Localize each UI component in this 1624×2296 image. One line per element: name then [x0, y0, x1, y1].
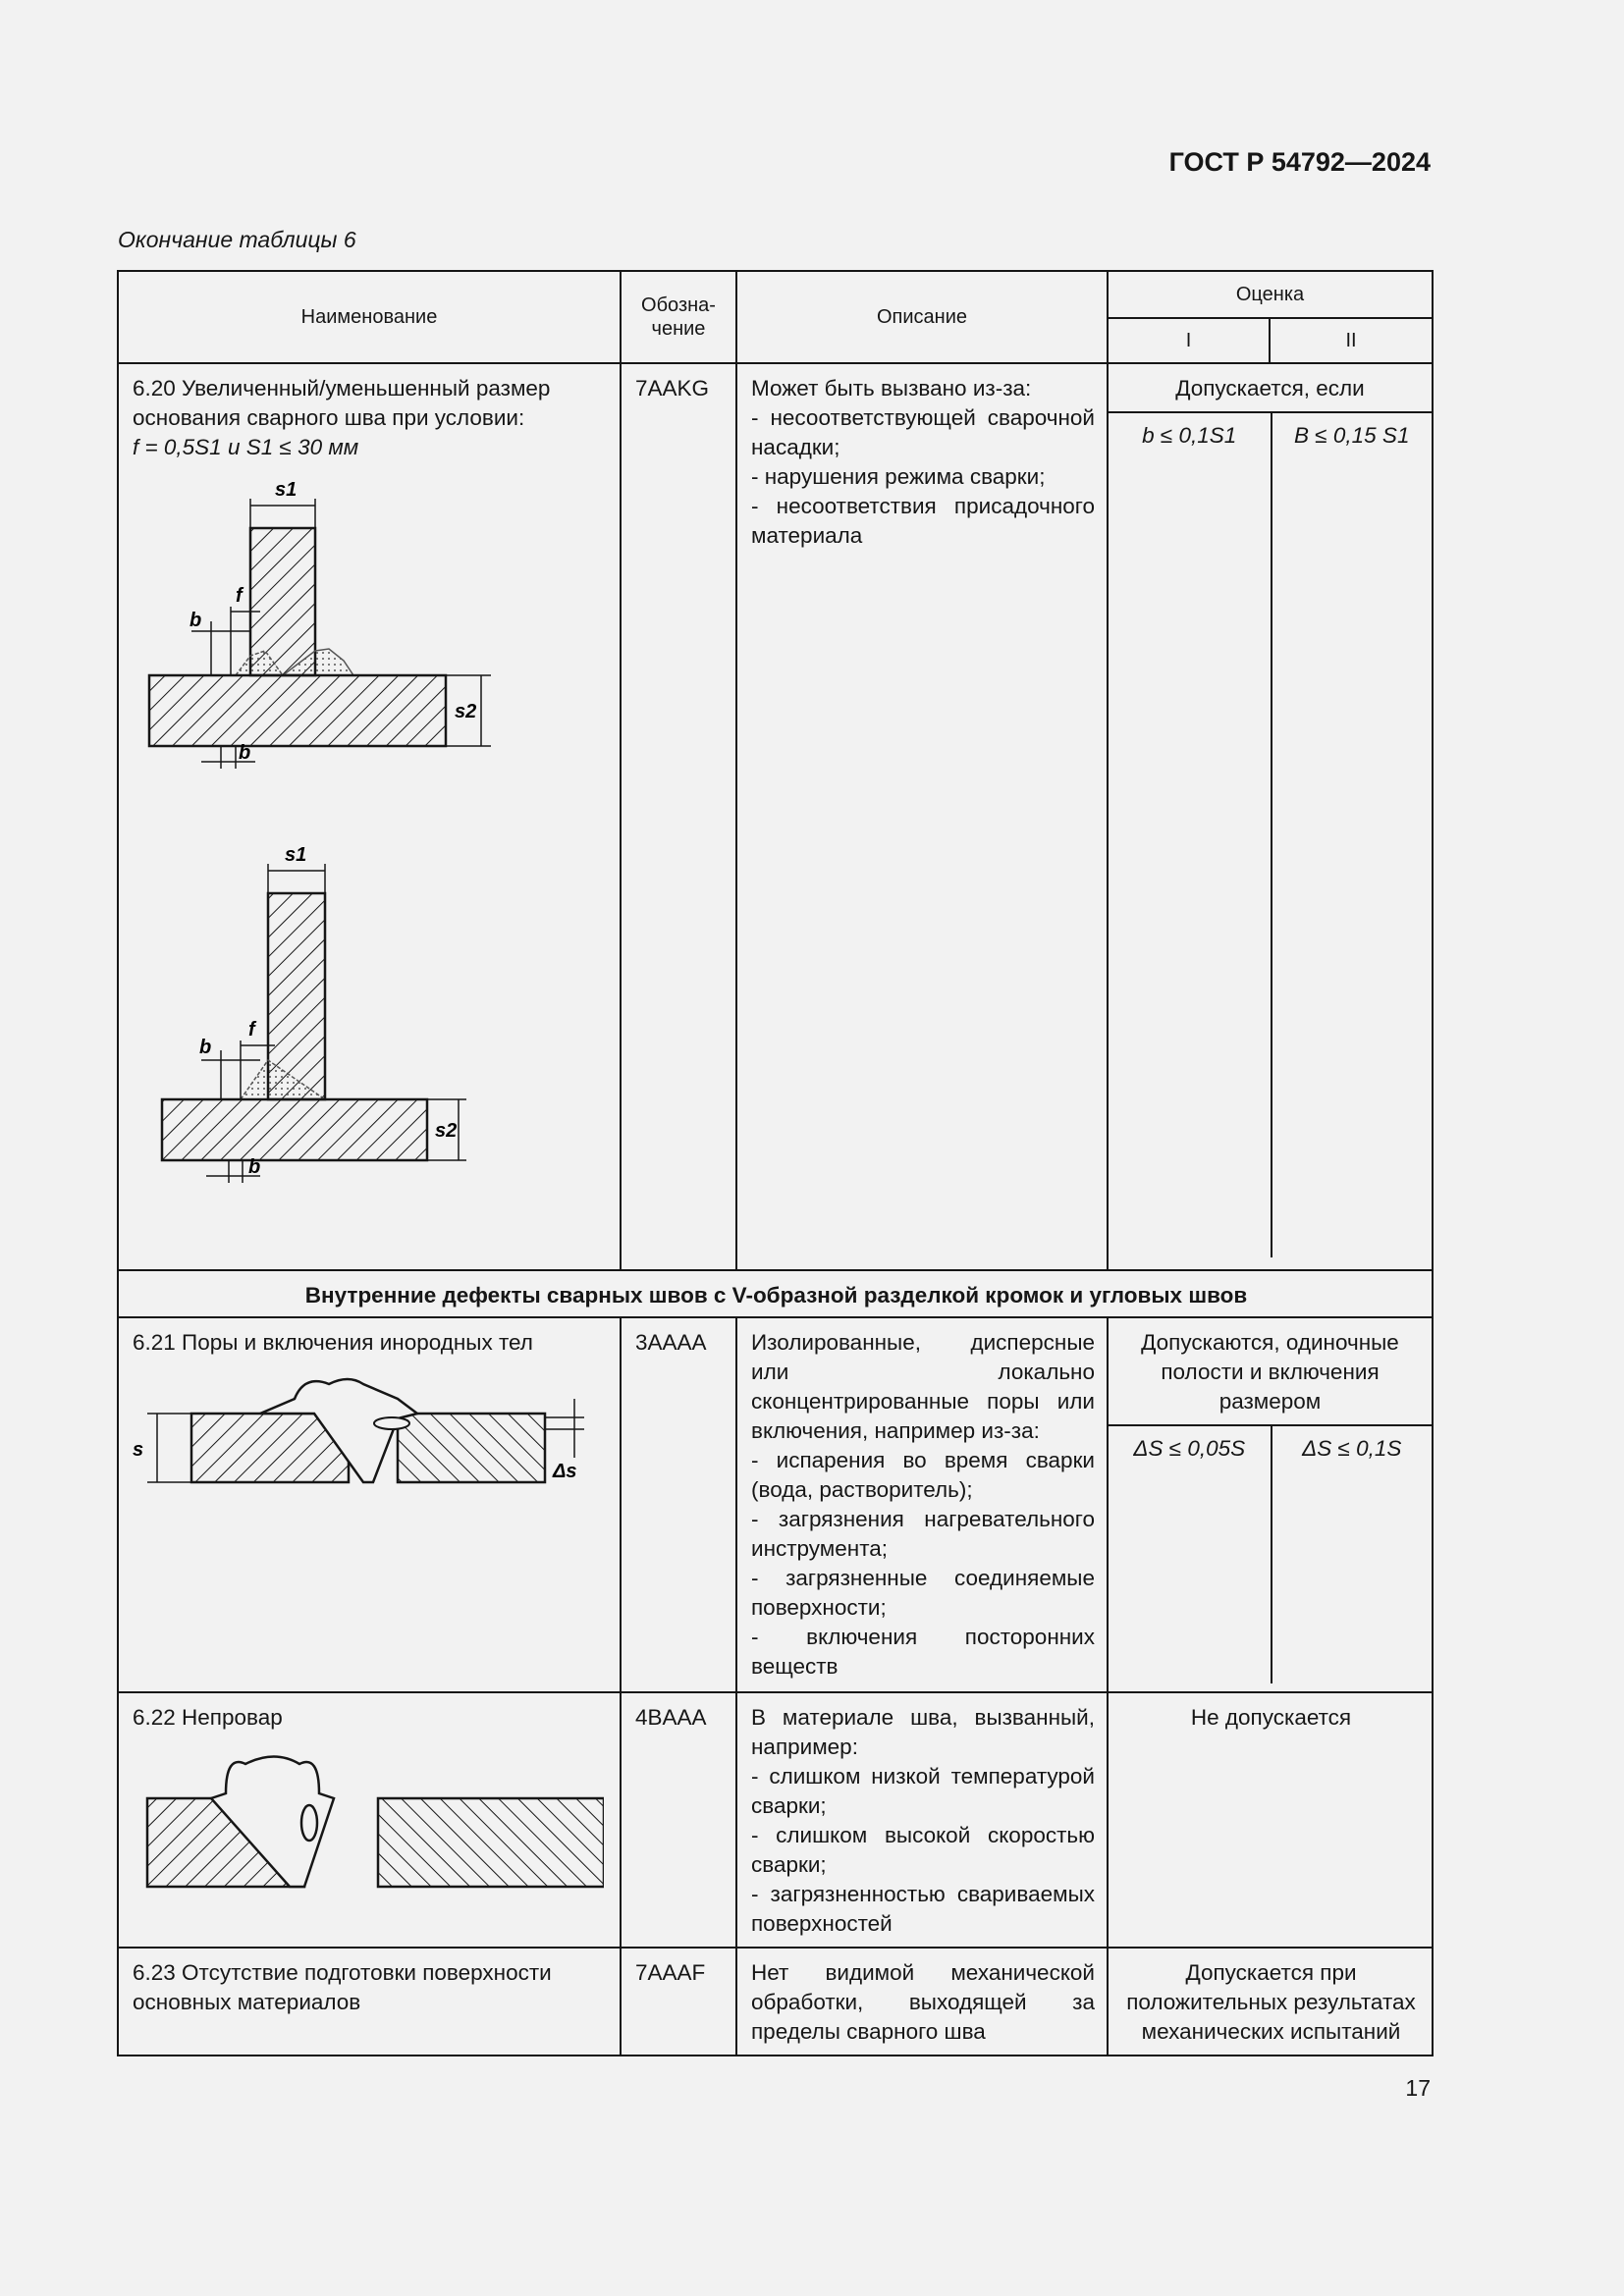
label-s1-2: s1: [285, 844, 307, 866]
label-s2-2: s2: [435, 1120, 458, 1142]
desc-line: - включения посторонних веществ: [751, 1625, 1095, 1679]
row-name: 6.23 Отсутствие подготовки поверхности основных материалов: [118, 1948, 621, 2056]
col-header-grade: Оценка: [1108, 271, 1433, 318]
label-s: s: [133, 1439, 144, 1461]
col-header-code: Обозна-чение: [621, 271, 736, 363]
table-caption: Окончание таблицы 6: [118, 227, 356, 252]
label-b-2-bottom: b: [248, 1156, 261, 1178]
row-name: [118, 1317, 621, 1692]
col-header-desc: Описание: [736, 271, 1108, 363]
desc-line: - несоответствующей сварочной насадки;: [751, 405, 1095, 459]
col-header-grade-1: I: [1108, 318, 1270, 363]
row-code: 7AAKG: [621, 363, 736, 1270]
label-ds: Δs: [553, 1461, 577, 1482]
grade-2-value: ΔS ≤ 0,1S: [1271, 1426, 1433, 1683]
row-code: 7AAAF: [621, 1948, 736, 2056]
row-name: [118, 1692, 621, 1948]
label-s2: s2: [455, 701, 477, 722]
label-f: f: [236, 585, 243, 607]
table-row: [118, 1692, 1433, 1948]
desc-line: - загрязненные соединяемые поверхности;: [751, 1566, 1095, 1620]
label-b-bottom: b: [239, 742, 251, 764]
desc-line: Изолированные, дисперсные или локально сконцентрированные поры или включения, например из-за:: [751, 1330, 1095, 1443]
tee-joint-drawing-2: [133, 839, 545, 1193]
row-name-text: 6.20 Увеличенный/уменьшенный размер основания сварного шва при условии:: [133, 376, 551, 430]
label-f-2: f: [248, 1019, 255, 1041]
tee-joint-drawing-1: [133, 474, 545, 828]
grade-1-value: ΔS ≤ 0,05S: [1133, 1436, 1246, 1461]
row-name: [118, 363, 621, 1270]
row-condition: f = 0,5S1 и S1 ≤ 30 мм: [133, 435, 359, 459]
desc-line: - слишком низкой температурой сварки;: [751, 1764, 1095, 1818]
row-grade: [1108, 1317, 1433, 1692]
col-header-grade-2: II: [1270, 318, 1433, 363]
row-code: 4BAAA: [621, 1692, 736, 1948]
desc-line: Может быть вызвано из-за:: [751, 376, 1032, 400]
desc-line: - несоответствия присадочного материала: [751, 494, 1095, 548]
row-name-text: 6.21 Поры и включения инородных тел: [133, 1330, 533, 1355]
standard-header: ГОСТ Р 54792—2024: [1168, 147, 1431, 177]
label-b: b: [189, 610, 202, 631]
row-desc: [736, 1948, 1108, 2056]
row-desc: [736, 363, 1108, 1270]
row-name-text: 6.22 Непровар: [133, 1705, 283, 1730]
col-header-name: Наименование: [118, 271, 621, 363]
desc-line: Нет видимой механической обработки, выходящей за пределы сварного шва: [751, 1960, 1095, 2044]
desc-line: - нарушения режима сварки;: [751, 464, 1046, 489]
section-title: Внутренние дефекты сварных швов с V-образной разделкой кромок и угловых швов: [118, 1270, 1433, 1317]
table-row: [118, 1317, 1433, 1692]
row-desc: [736, 1692, 1108, 1948]
defects-table: [117, 270, 1434, 2056]
grade-common: Допускается, если: [1109, 364, 1432, 413]
grade-2-value: B ≤ 0,15 S1: [1271, 413, 1433, 1257]
row-code: 3AAAA: [621, 1317, 736, 1692]
desc-line: - загрязнения нагревательного инструмента;: [751, 1507, 1095, 1561]
label-b-2: b: [199, 1037, 212, 1058]
page-number: 17: [1405, 2075, 1431, 2101]
row-grade: Не допускается: [1108, 1692, 1433, 1948]
grade-common: Допускаются, одиночные полости и включения размером: [1109, 1318, 1432, 1426]
table-row: [118, 1948, 1433, 2056]
desc-line: В материале шва, вызванный, например:: [751, 1705, 1095, 1759]
row-desc: [736, 1317, 1108, 1692]
label-s1: s1: [275, 479, 298, 501]
desc-line: - загрязненностью свариваемых поверхностей: [751, 1882, 1095, 1936]
table-row: [118, 363, 1433, 1270]
row-grade: Допускается при положительных результатах механических испытаний: [1108, 1948, 1433, 2056]
row-grade: [1108, 363, 1433, 1270]
grade-1-value: b ≤ 0,1S1: [1142, 423, 1237, 448]
desc-line: - испарения во время сварки (вода, растворитель);: [751, 1448, 1095, 1502]
v-weld-pores-drawing: [133, 1369, 604, 1517]
v-weld-lack-of-fusion-drawing: [133, 1744, 604, 1901]
desc-line: - слишком высокой скоростью сварки;: [751, 1823, 1095, 1877]
